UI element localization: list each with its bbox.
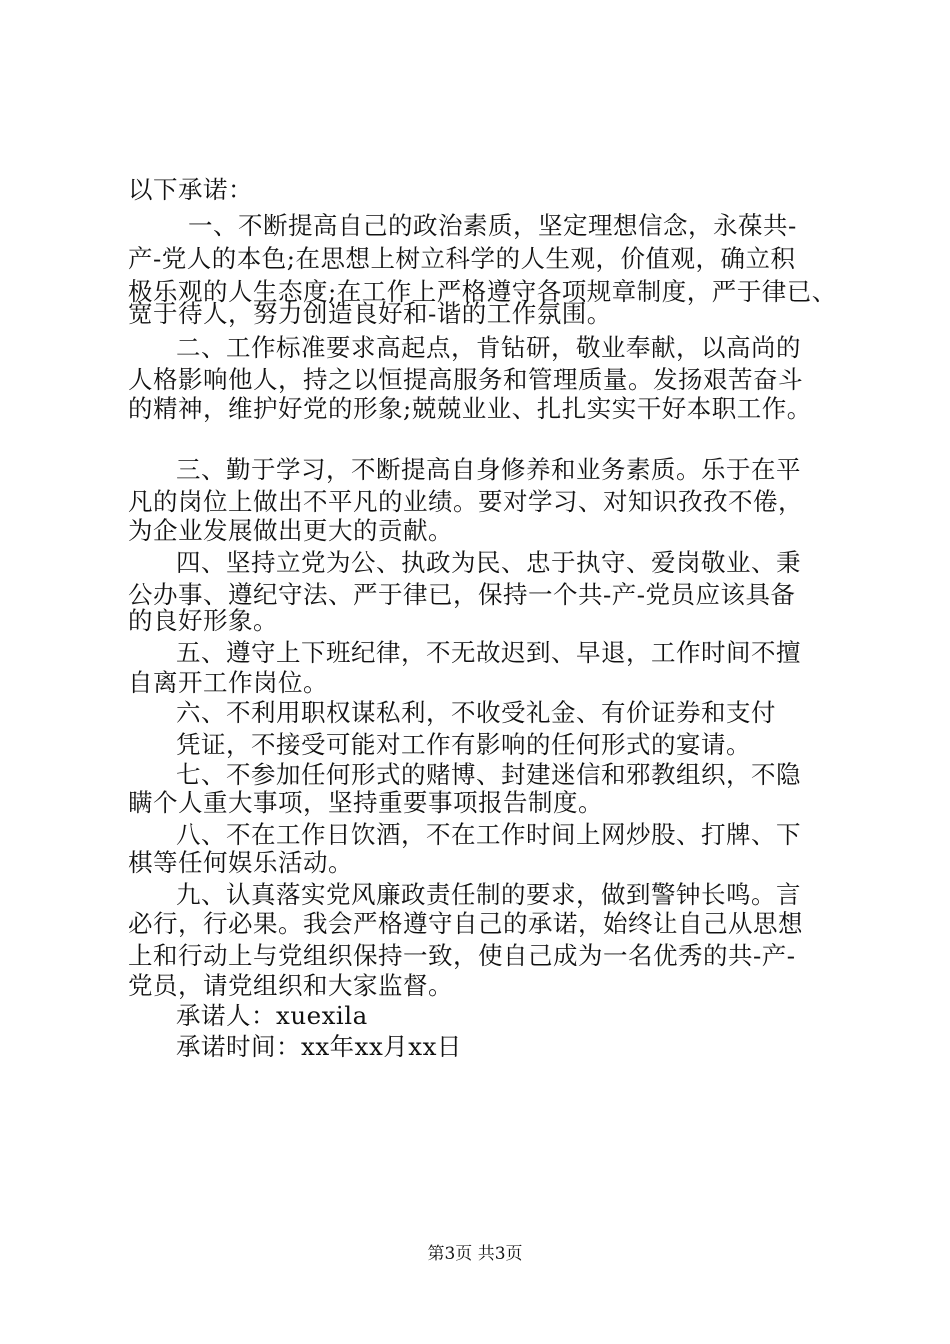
text-line: 七、不参加任何形式的赌博、封建迷信和邪教组织，不隐 — [176, 760, 801, 789]
text-line: 的良好形象。 — [128, 606, 278, 635]
text-line: 瞒个人重大事项，坚持重要事项报告制度。 — [128, 788, 603, 817]
text-line: 极乐观的人生态度;在工作上严格遵守各项规章制度，严于律已、 — [128, 277, 837, 306]
text-line: 二、工作标准要求高起点，肯钻研，敬业奉献，以高尚的 — [176, 333, 801, 362]
text-line: 六、不利用职权谋私利，不收受礼金、有价证券和支付 — [176, 698, 776, 727]
text-line: 公办事、遵纪守法、严于律已，保持一个共-产-党员应该具备 — [128, 580, 796, 609]
text-line: 凡的岗位上做出不平凡的业绩。要对学习、对知识孜孜不倦， — [128, 487, 803, 516]
text-line: 棋等任何娱乐活动。 — [128, 848, 353, 877]
text-line: 五、遵守上下班纪律，不无故迟到、早退，工作时间不擅 — [176, 638, 801, 667]
text-line: 以下承诺： — [128, 175, 253, 204]
text-line: 八、不在工作日饮酒，不在工作时间上网炒股、打牌、下 — [176, 820, 801, 849]
text-line: 上和行动上与党组织保持一致，使自己成为一名优秀的共-产- — [128, 941, 796, 970]
text-line: 为企业发展做出更大的贡献。 — [128, 516, 453, 545]
text-line: 九、认真落实党风廉政责任制的要求，做到警钟长鸣。言 — [176, 880, 801, 909]
text-line: 凭证，不接受可能对工作有影响的任何形式的宴请。 — [176, 730, 751, 759]
text-line: 三、勤于学习，不断提高自身修养和业务素质。乐于在平 — [176, 455, 801, 484]
text-line: 人格影响他人，持之以恒提高服务和管理质量。发扬艰苦奋斗 — [128, 365, 803, 394]
text-line: 党员，请党组织和大家监督。 — [128, 971, 453, 1000]
text-line: 自离开工作岗位。 — [128, 668, 328, 697]
text-line: 产-党人的本色;在思想上树立科学的人生观，价值观，确立积 — [128, 244, 796, 273]
text-line: 宽于待人，努力创造良好和-谐的工作氛围。 — [128, 299, 612, 328]
page-footer: 第3页 共3页 — [427, 1244, 523, 1264]
text-line: 的精神，维护好党的形象;兢兢业业、扎扎实实干好本职工作。 — [128, 394, 812, 423]
signatory-line: 承诺人：xuexila — [176, 1001, 368, 1030]
text-line: 一、不断提高自己的政治素质，坚定理想信念，永葆共- — [188, 211, 797, 240]
date-line: 承诺时间：xx年xx月xx日 — [176, 1032, 462, 1061]
text-line: 必行，行必果。我会严格遵守自己的承诺，始终让自己从思想 — [128, 909, 803, 938]
text-line: 四、坚持立党为公、执政为民、忠于执守、爱岗敬业、秉 — [176, 548, 801, 577]
